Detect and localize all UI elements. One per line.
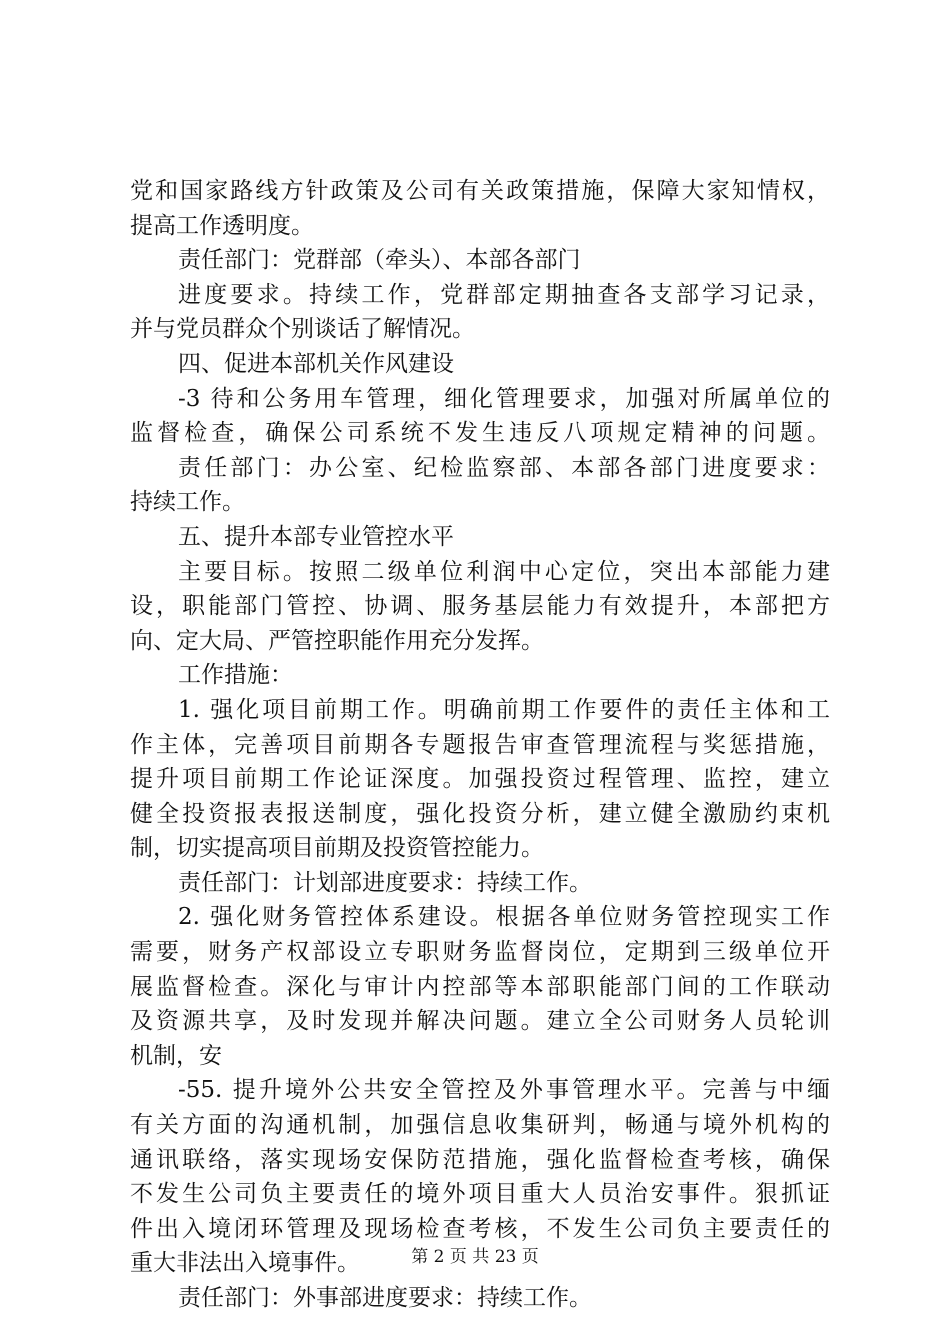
document-body <box>130 174 830 1316</box>
text-line: 通讯联络，落实现场安保防范措施，强化监督检查考核，确保 <box>130 1146 830 1173</box>
text-line: 责任部门：外事部进度要求：持续工作。 <box>178 1285 592 1311</box>
text-line: 向、定大局、严管控职能作用充分发挥。 <box>130 627 544 654</box>
page-number-footer: 第 2 页 共 23 页 <box>411 1247 539 1267</box>
text-line: 持续工作。 <box>130 489 245 516</box>
text-line: 责任部门：计划部进度要求：持续工作。 <box>178 869 592 896</box>
text-line: 主要目标。按照二级单位利润中心定位，突出本部能力建 <box>178 558 830 585</box>
section-heading: 五、提升本部专业管控水平 <box>178 523 454 550</box>
section-heading: 四、促进本部机关作风建设 <box>178 350 454 377</box>
text-line: 不发生公司负主要责任的境外项目重大人员治安事件。狠抓证 <box>130 1181 830 1208</box>
text-line: 1. 强化项目前期工作。明确前期工作要件的责任主体和工 <box>178 696 830 723</box>
text-line: 责任部门：办公室、纪检监察部、本部各部门进度要求： <box>178 454 830 481</box>
text-line: 有关方面的沟通机制，加强信息收集研判，畅通与境外机构的 <box>130 1112 830 1139</box>
text-line: 作主体，完善项目前期各专题报告审查管理流程与奖惩措施， <box>130 731 830 758</box>
text-line: 工作措施： <box>178 662 293 689</box>
text-line: 重大非法出入境事件。 <box>130 1250 360 1277</box>
text-line: 进度要求。持续工作，党群部定期抽查各支部学习记录， <box>178 281 830 308</box>
text-line: 责任部门：党群部（牵头）、本部各部门 <box>178 247 581 274</box>
text-line: 提高工作透明度。 <box>130 212 314 239</box>
text-line: -55. 提升境外公共安全管控及外事管理水平。完善与中缅 <box>178 1077 830 1104</box>
text-line: 并与党员群众个别谈话了解情况。 <box>130 316 475 343</box>
text-line: 展监督检查。深化与审计内控部等本部职能部门间的工作联动 <box>130 973 830 1000</box>
text-line: 党和国家路线方针政策及公司有关政策措施，保障大家知情权， <box>130 178 830 204</box>
text-line: 需要，财务产权部设立专职财务监督岗位，定期到三级单位开 <box>130 939 830 966</box>
text-line: 监督检查，确保公司系统不发生违反八项规定精神的问题。 <box>130 420 830 447</box>
text-line: 提升项目前期工作论证深度。加强投资过程管理、监控，建立 <box>130 766 830 793</box>
text-line: 设，职能部门管控、协调、服务基层能力有效提升，本部把方 <box>130 593 830 620</box>
text-line: 及资源共享，及时发现并解决问题。建立全公司财务人员轮训 <box>130 1008 830 1035</box>
text-line: -3 待和公务用车管理，细化管理要求，加强对所属单位的 <box>178 385 830 412</box>
text-line: 件出入境闭环管理及现场检查考核，不发生公司负主要责任的 <box>130 1215 830 1242</box>
text-line: 2. 强化财务管控体系建设。根据各单位财务管控现实工作 <box>178 904 830 931</box>
text-line: 制，切实提高项目前期及投资管控能力。 <box>130 835 544 862</box>
text-line: 健全投资报表报送制度，强化投资分析，建立健全激励约束机 <box>130 800 830 827</box>
text-line: 机制，安 <box>130 1042 222 1069</box>
